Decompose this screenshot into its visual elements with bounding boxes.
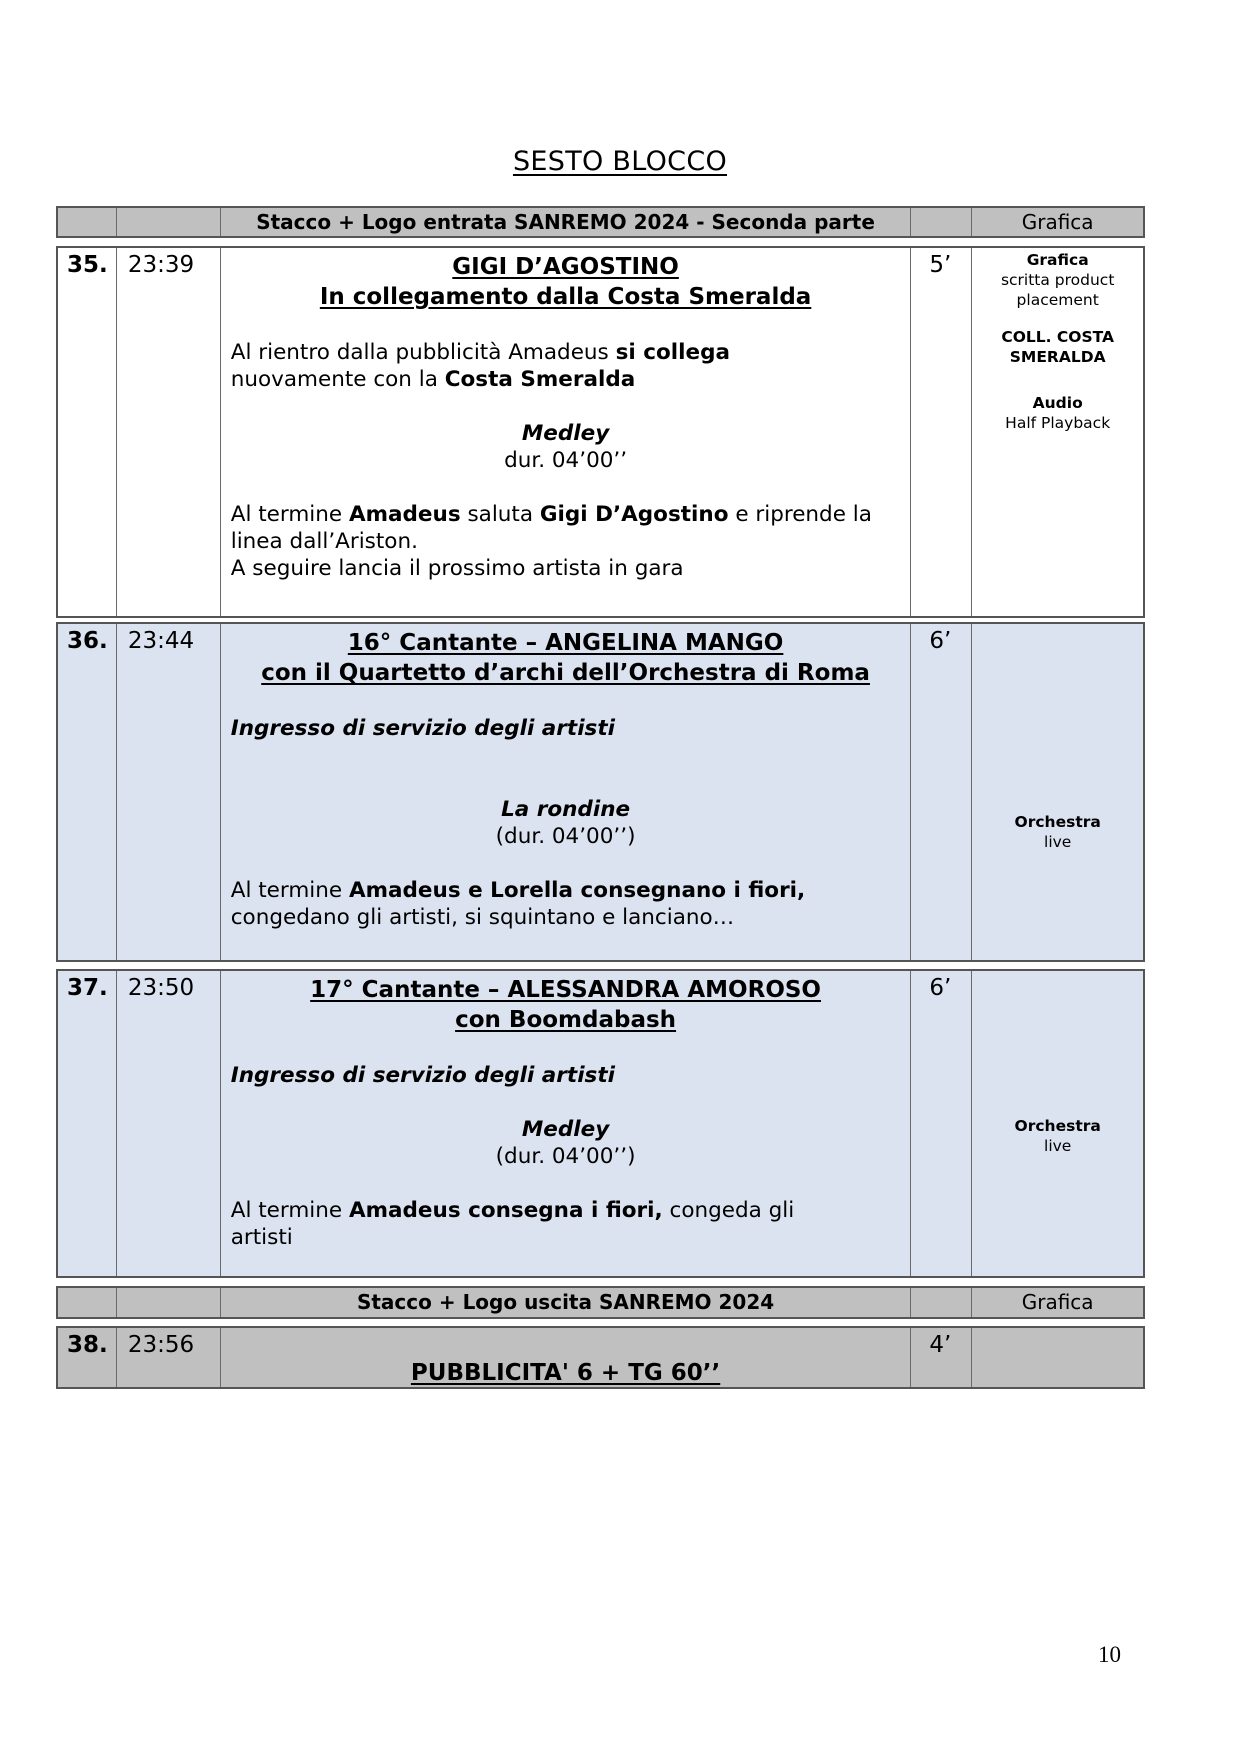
table-row-37 [56, 969, 1145, 1278]
row-number: 35. [58, 248, 117, 616]
row-duration: 6’ [911, 624, 972, 960]
stacco-entrata-grafica: Grafica [1021, 210, 1094, 234]
row-notes [972, 1328, 1143, 1387]
song-duration: dur. 04’00’’ [504, 448, 628, 473]
row-paragraph: A seguire lancia il prossimo artista in gara [230, 556, 684, 581]
entry-note: Ingresso di servizio degli artisti [230, 716, 616, 741]
cell-time [117, 1288, 221, 1317]
row-paragraph: Al termine Amadeus e Lorella consegnano i fiori, congedano gli artisti, si squintano e lanciano… [230, 878, 806, 930]
row-notes: Grafica scritta product placement COLL. COSTA SMERALDA Audio Half Playback [1000, 251, 1115, 432]
row-duration: 4’ [911, 1328, 972, 1387]
row-time: 23:44 [117, 624, 221, 960]
row-duration: 5’ [911, 248, 972, 616]
cell-duration [911, 208, 972, 236]
row-notes: Orchestra live [1014, 1117, 1101, 1155]
row-notes: Orchestra live [1014, 813, 1101, 851]
cell-time [117, 208, 221, 236]
row-subheadline: In collegamento dalla Costa Smeralda [319, 284, 812, 310]
row-content [221, 624, 912, 960]
song-title: Medley [521, 1117, 610, 1142]
stacco-entrata-text: Stacco + Logo entrata SANREMO 2024 - Seconda parte [221, 208, 912, 236]
row-headline: 17° Cantante – ALESSANDRA AMOROSO [310, 977, 821, 1003]
row-headline: 16° Cantante – ANGELINA MANGO [347, 630, 784, 656]
song-duration: (dur. 04’00’’) [495, 1144, 636, 1169]
row-paragraph: Al rientro dalla pubblicità Amadeus si collega nuovamente con la Costa Smeralda [230, 340, 730, 392]
row-paragraph: Al termine Amadeus saluta Gigi D’Agostino e riprende la linea dall’Ariston. [230, 502, 872, 554]
cell-num [58, 208, 117, 236]
row-content [221, 248, 912, 616]
row-paragraph: Al termine Amadeus consegna i fiori, congeda gli artisti [230, 1198, 795, 1250]
row-number: 38. [58, 1328, 117, 1387]
row-number: 36. [58, 624, 117, 960]
table-row-35 [56, 246, 1145, 618]
song-duration: (dur. 04’00’’) [495, 824, 636, 849]
stacco-entrata-row [56, 206, 1145, 238]
song-title: Medley [521, 421, 610, 446]
row-headline: GIGI D’AGOSTINO [452, 254, 679, 280]
row-content [221, 971, 912, 1276]
row-time: 23:50 [117, 971, 221, 1276]
table-row-36 [56, 622, 1145, 962]
cell-num [58, 1288, 117, 1317]
stacco-uscita-grafica: Grafica [1021, 1290, 1094, 1314]
table-row-38 [56, 1326, 1145, 1389]
page-number: 10 [1098, 1642, 1121, 1667]
stacco-uscita-row [56, 1286, 1145, 1319]
row-time: 23:39 [117, 248, 221, 616]
row-headline: PUBBLICITA' 6 + TG 60’’ [410, 1360, 721, 1386]
row-content [221, 1328, 912, 1387]
song-title: La rondine [501, 797, 631, 822]
row-subheadline: con Boomdabash [455, 1007, 677, 1033]
row-time: 23:56 [117, 1328, 221, 1387]
row-number: 37. [58, 971, 117, 1276]
row-duration: 6’ [911, 971, 972, 1276]
row-subheadline: con il Quartetto d’archi dell’Orchestra di Roma [261, 660, 870, 686]
page-title: SESTO BLOCCO [512, 146, 728, 177]
entry-note: Ingresso di servizio degli artisti [230, 1063, 616, 1088]
stacco-uscita-text: Stacco + Logo uscita SANREMO 2024 [221, 1288, 912, 1317]
cell-duration [911, 1288, 972, 1317]
